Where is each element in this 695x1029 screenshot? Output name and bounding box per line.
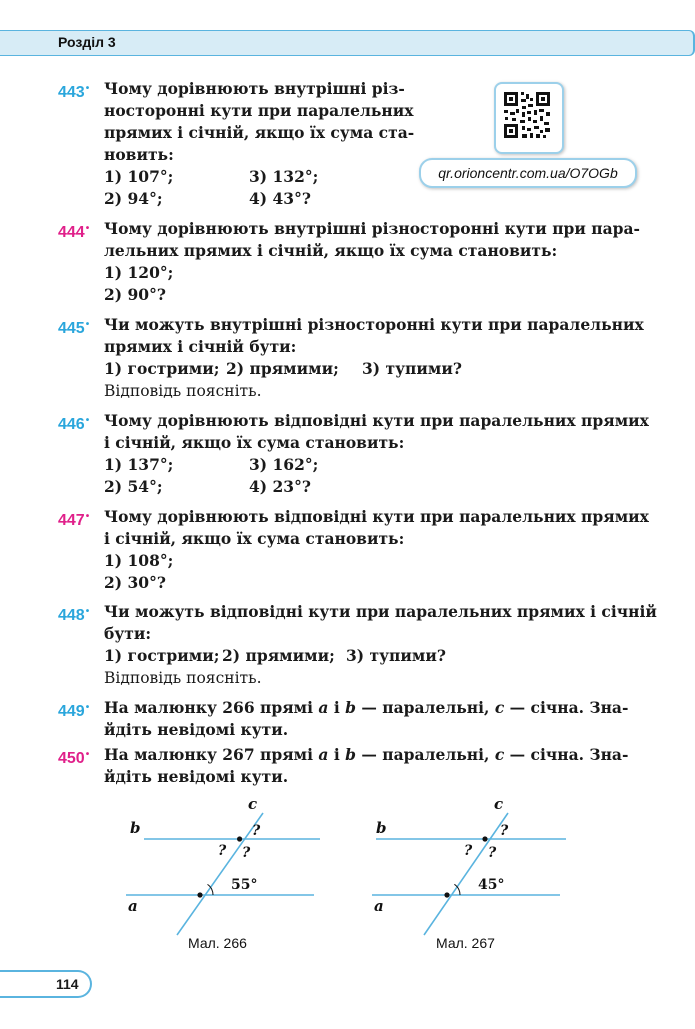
figure-266-drawing	[120, 795, 380, 945]
unknown-angle: ?	[500, 823, 509, 839]
problem-444-number: 444•	[58, 223, 90, 241]
intersection-point	[482, 836, 487, 841]
problem-445-options: 1) гострими; 2) прямими; 3) тупими?	[104, 359, 462, 378]
figure-267-caption: Мал. 267	[436, 935, 495, 951]
problem-447-text: Чому дорівнюють відповідні кути при паралельних прямих і січній, якщо їх сума становить: 1) 108°; 2) 30°?	[104, 507, 649, 592]
problem-448-text: Чи можуть відповідні кути при паралельних прямих і січній бути:	[104, 602, 657, 643]
label-a: a	[374, 897, 384, 915]
problem-445-number: 445•	[58, 319, 90, 337]
problem-449-text: На малюнку 266 прямі a і b — паралельні, c — січна. Зна- йдіть невідомі кути.	[104, 698, 629, 739]
problem-443-text: Чому дорівнюють внутрішні різ- носторонні кути при паралельних прямих і січній, якщо їх сума ста- новить:	[104, 79, 415, 164]
problem-448-options: 1) гострими; 2) прямими; 3) тупими?	[104, 646, 446, 665]
problem-446-number: 446•	[58, 415, 90, 433]
qr-code[interactable]	[494, 82, 564, 154]
problem-448-number: 448•	[58, 606, 90, 624]
figure-267	[366, 795, 626, 965]
line-c	[177, 813, 263, 935]
problem-448-tail: Відповідь поясніть.	[104, 669, 262, 687]
figure-266-caption: Мал. 266	[188, 935, 247, 951]
problem-443-number: 443•	[58, 83, 90, 101]
given-angle: 45°	[478, 877, 505, 893]
problem-449-number: 449•	[58, 702, 90, 720]
figure-266	[120, 795, 380, 965]
given-angle: 55°	[231, 877, 258, 893]
unknown-angle: ?	[488, 845, 497, 861]
label-b: b	[376, 819, 387, 837]
label-b: b	[130, 819, 141, 837]
problem-444-text: Чому дорівнюють внутрішні різносторонні кути при пара- лельних прямих і січній, якщо їх сума становить: 1) 120°; 2) 90°?	[104, 219, 640, 304]
intersection-point	[444, 892, 449, 897]
unknown-angle: ?	[252, 823, 261, 839]
figure-267-drawing	[366, 795, 626, 945]
label-c: c	[248, 795, 258, 813]
problem-446-options: 1) 137°; 3) 162°; 2) 54°; 4) 23°?	[104, 455, 319, 496]
page-number-tab	[0, 970, 92, 998]
page-number: 114	[56, 976, 79, 992]
label-c: c	[494, 795, 504, 813]
problem-450-number: 450•	[58, 749, 90, 767]
problem-443-options: 1) 107°; 3) 132°; 2) 94°; 4) 43°?	[104, 167, 319, 208]
section-header	[0, 30, 695, 56]
intersection-point	[197, 892, 202, 897]
unknown-angle: ?	[464, 843, 473, 859]
problem-450-text: На малюнку 267 прямі a і b — паралельні, c — січна. Зна- йдіть невідомі кути.	[104, 745, 629, 786]
qr-url-link[interactable]: qr.orioncentr.com.ua/O7OGb	[419, 158, 637, 188]
problem-447-number: 447•	[58, 511, 90, 529]
unknown-angle: ?	[218, 843, 227, 859]
problem-445-text: Чи можуть внутрішні різносторонні кути при паралельних прямих і січній бути:	[104, 315, 644, 356]
intersection-point	[237, 836, 242, 841]
problem-446-text: Чому дорівнюють відповідні кути при паралельних прямих і січній, якщо їх сума становить:	[104, 411, 649, 452]
section-title: Розділ 3	[58, 34, 116, 50]
unknown-angle: ?	[242, 845, 251, 861]
qr-code-icon	[496, 84, 558, 148]
label-a: a	[128, 897, 138, 915]
problem-445-tail: Відповідь поясніть.	[104, 382, 262, 400]
line-c	[424, 813, 508, 935]
